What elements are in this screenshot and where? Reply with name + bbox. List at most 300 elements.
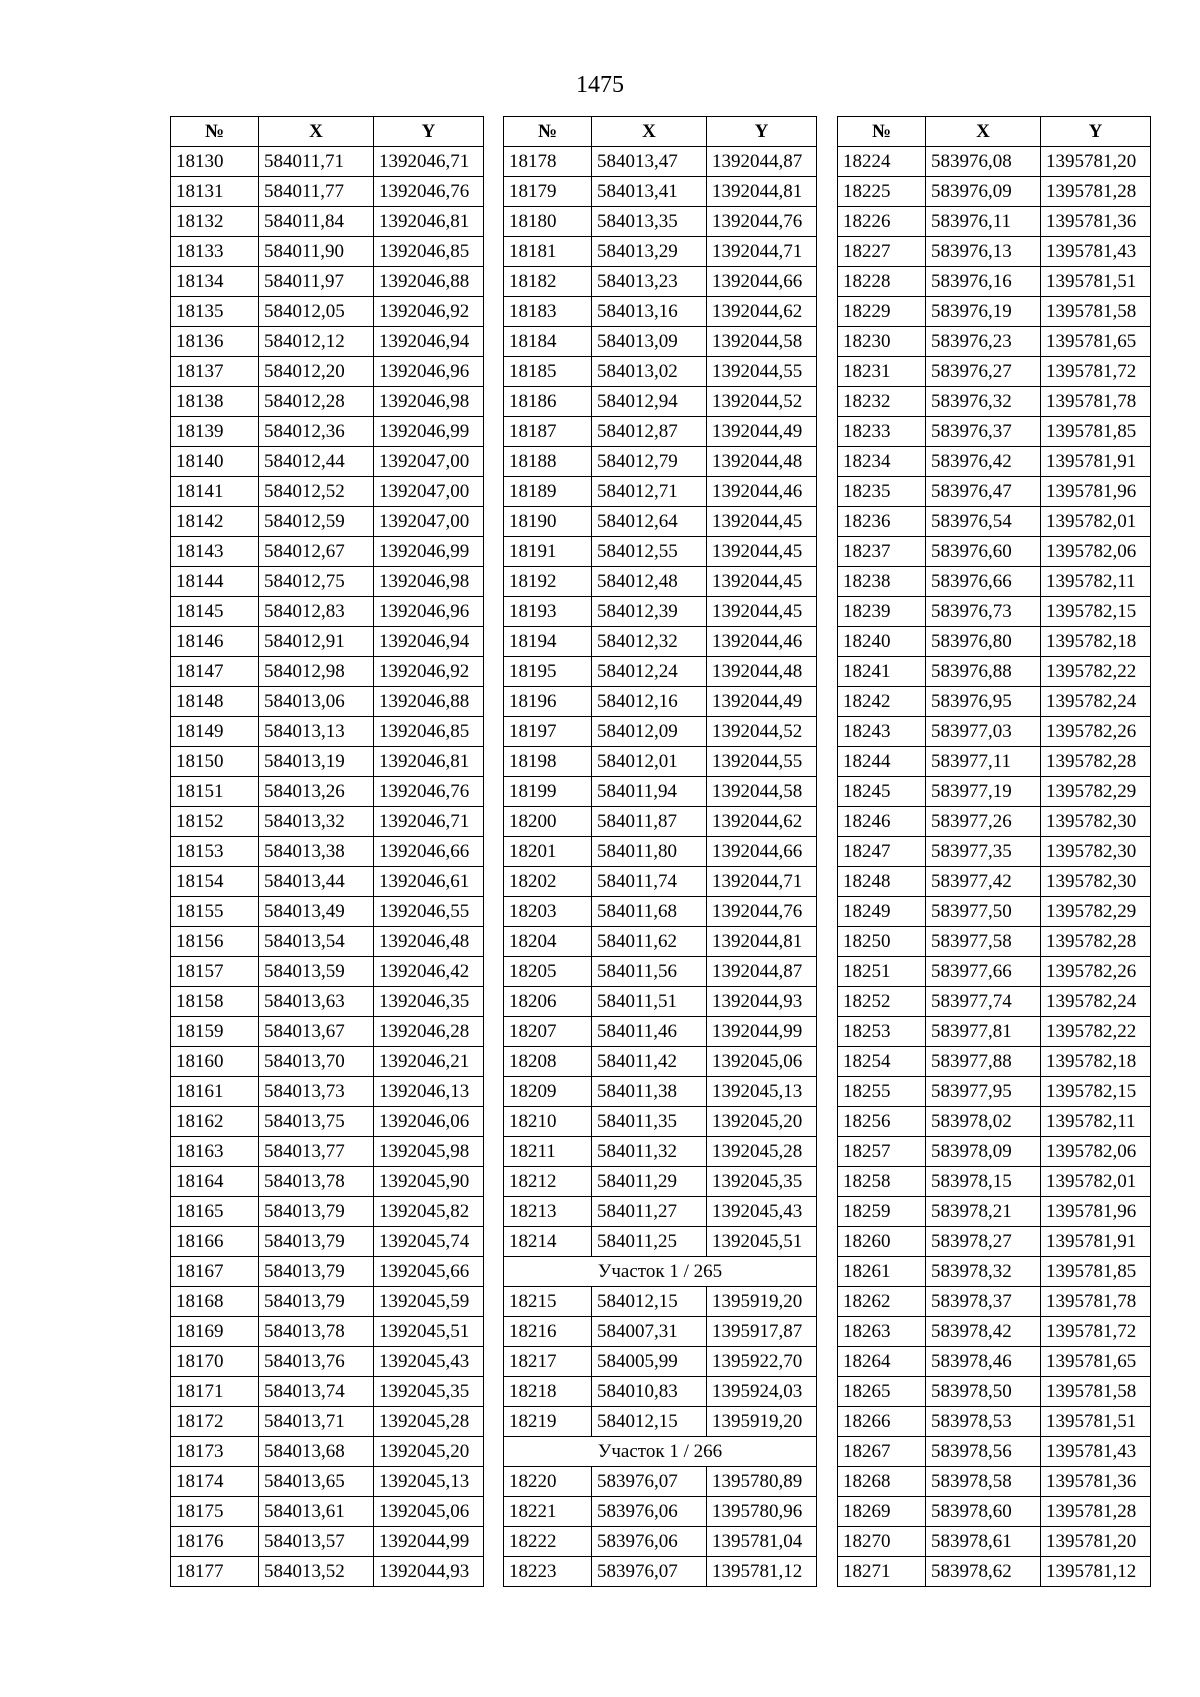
- y-coordinate-cell: 1392044,99: [374, 1527, 484, 1557]
- y-coordinate-cell: 1392045,98: [374, 1137, 484, 1167]
- x-coordinate-cell: 584013,71: [259, 1407, 374, 1437]
- point-number-cell: 18205: [504, 957, 592, 987]
- point-number-cell: 18202: [504, 867, 592, 897]
- y-coordinate-cell: 1392046,06: [374, 1107, 484, 1137]
- x-coordinate-cell: 583976,32: [926, 387, 1041, 417]
- table-row: [504, 507, 817, 537]
- y-coordinate-cell: 1395781,91: [1041, 447, 1151, 477]
- point-number-cell: 18185: [504, 357, 592, 387]
- y-coordinate-cell: 1395781,78: [1041, 387, 1151, 417]
- point-number-cell: 18268: [838, 1467, 926, 1497]
- point-number-cell: 18230: [838, 327, 926, 357]
- table-row: [504, 1527, 817, 1557]
- column-header-x: X: [592, 117, 707, 147]
- point-number-cell: 18222: [504, 1527, 592, 1557]
- y-coordinate-cell: 1392045,90: [374, 1167, 484, 1197]
- x-coordinate-cell: 583976,06: [592, 1497, 707, 1527]
- x-coordinate-cell: 584013,47: [592, 147, 707, 177]
- y-coordinate-cell: 1392044,93: [707, 987, 817, 1017]
- column-header-number: №: [838, 117, 926, 147]
- y-coordinate-cell: 1392044,48: [707, 657, 817, 687]
- point-number-cell: 18250: [838, 927, 926, 957]
- y-coordinate-cell: 1392044,45: [707, 597, 817, 627]
- y-coordinate-cell: 1392046,88: [374, 267, 484, 297]
- x-coordinate-cell: 583978,50: [926, 1377, 1041, 1407]
- x-coordinate-cell: 584013,41: [592, 177, 707, 207]
- y-coordinate-cell: 1395781,43: [1041, 237, 1151, 267]
- table-row: [171, 147, 484, 177]
- table-row: [171, 837, 484, 867]
- y-coordinate-cell: 1392046,99: [374, 537, 484, 567]
- point-number-cell: 18246: [838, 807, 926, 837]
- point-number-cell: 18208: [504, 1047, 592, 1077]
- point-number-cell: 18167: [171, 1257, 259, 1287]
- point-number-cell: 18150: [171, 747, 259, 777]
- point-number-cell: 18219: [504, 1407, 592, 1437]
- point-number-cell: 18217: [504, 1347, 592, 1377]
- column-header-y: Y: [1041, 117, 1151, 147]
- point-number-cell: 18243: [838, 717, 926, 747]
- y-coordinate-cell: 1395781,58: [1041, 1377, 1151, 1407]
- y-coordinate-cell: 1395782,22: [1041, 657, 1151, 687]
- x-coordinate-cell: 583976,07: [592, 1557, 707, 1587]
- table-row: [171, 1167, 484, 1197]
- table-row: [838, 537, 1151, 567]
- table-row: [838, 147, 1151, 177]
- table-row: [504, 237, 817, 267]
- table-row: [838, 1347, 1151, 1377]
- y-coordinate-cell: 1392046,81: [374, 747, 484, 777]
- point-number-cell: 18181: [504, 237, 592, 267]
- x-coordinate-cell: 584005,99: [592, 1347, 707, 1377]
- table-row: [838, 837, 1151, 867]
- point-number-cell: 18249: [838, 897, 926, 927]
- point-number-cell: 18155: [171, 897, 259, 927]
- x-coordinate-cell: 584013,35: [592, 207, 707, 237]
- x-coordinate-cell: 583978,37: [926, 1287, 1041, 1317]
- point-number-cell: 18165: [171, 1197, 259, 1227]
- table-row: [504, 807, 817, 837]
- table-row: [838, 627, 1151, 657]
- table-row: [504, 357, 817, 387]
- table-row: [504, 1407, 817, 1437]
- table-row: [171, 267, 484, 297]
- table-row: [838, 897, 1151, 927]
- x-coordinate-cell: 584012,16: [592, 687, 707, 717]
- x-coordinate-cell: 583976,13: [926, 237, 1041, 267]
- y-coordinate-cell: 1392045,20: [374, 1437, 484, 1467]
- x-coordinate-cell: 584012,75: [259, 567, 374, 597]
- table-row: [838, 867, 1151, 897]
- table-row: [838, 927, 1151, 957]
- x-coordinate-cell: 584013,70: [259, 1047, 374, 1077]
- x-coordinate-cell: 584012,09: [592, 717, 707, 747]
- point-number-cell: 18220: [504, 1467, 592, 1497]
- x-coordinate-cell: 584012,94: [592, 387, 707, 417]
- point-number-cell: 18136: [171, 327, 259, 357]
- point-number-cell: 18228: [838, 267, 926, 297]
- point-number-cell: 18213: [504, 1197, 592, 1227]
- point-number-cell: 18143: [171, 537, 259, 567]
- table-row: [171, 477, 484, 507]
- point-number-cell: 18163: [171, 1137, 259, 1167]
- x-coordinate-cell: 583978,27: [926, 1227, 1041, 1257]
- x-coordinate-cell: 584011,74: [592, 867, 707, 897]
- y-coordinate-cell: 1392046,71: [374, 147, 484, 177]
- y-coordinate-cell: 1392044,48: [707, 447, 817, 477]
- y-coordinate-cell: 1392044,46: [707, 477, 817, 507]
- point-number-cell: 18178: [504, 147, 592, 177]
- table-row: [838, 717, 1151, 747]
- x-coordinate-cell: 583976,80: [926, 627, 1041, 657]
- y-coordinate-cell: 1395782,18: [1041, 1047, 1151, 1077]
- column-header-x: X: [259, 117, 374, 147]
- x-coordinate-cell: 583976,95: [926, 687, 1041, 717]
- table-row: [171, 1197, 484, 1227]
- point-number-cell: 18232: [838, 387, 926, 417]
- table-row: [504, 537, 817, 567]
- x-coordinate-cell: 584013,79: [259, 1197, 374, 1227]
- y-coordinate-cell: 1392046,55: [374, 897, 484, 927]
- table-row: [504, 1167, 817, 1197]
- point-number-cell: 18229: [838, 297, 926, 327]
- y-coordinate-cell: 1395922,70: [707, 1347, 817, 1377]
- x-coordinate-cell: 584013,16: [592, 297, 707, 327]
- x-coordinate-cell: 583976,09: [926, 177, 1041, 207]
- point-number-cell: 18162: [171, 1107, 259, 1137]
- table-row: [504, 1077, 817, 1107]
- column-header-number: №: [171, 117, 259, 147]
- x-coordinate-cell: 584013,78: [259, 1317, 374, 1347]
- y-coordinate-cell: 1392045,35: [707, 1167, 817, 1197]
- table-row: [171, 1137, 484, 1167]
- table-row: [504, 1347, 817, 1377]
- y-coordinate-cell: 1395781,51: [1041, 267, 1151, 297]
- table-row: [171, 1047, 484, 1077]
- y-coordinate-cell: 1392045,35: [374, 1377, 484, 1407]
- table-row: [171, 897, 484, 927]
- y-coordinate-cell: 1395781,12: [707, 1557, 817, 1587]
- table-row: [171, 687, 484, 717]
- y-coordinate-cell: 1395782,29: [1041, 897, 1151, 927]
- table-row: [838, 1467, 1151, 1497]
- point-number-cell: 18188: [504, 447, 592, 477]
- y-coordinate-cell: 1395782,24: [1041, 987, 1151, 1017]
- x-coordinate-cell: 584013,06: [259, 687, 374, 717]
- x-coordinate-cell: 584013,74: [259, 1377, 374, 1407]
- x-coordinate-cell: 584012,64: [592, 507, 707, 537]
- x-coordinate-cell: 584013,57: [259, 1527, 374, 1557]
- point-number-cell: 18261: [838, 1257, 926, 1287]
- y-coordinate-cell: 1392046,13: [374, 1077, 484, 1107]
- point-number-cell: 18206: [504, 987, 592, 1017]
- x-coordinate-cell: 583976,27: [926, 357, 1041, 387]
- table-row: [838, 477, 1151, 507]
- point-number-cell: 18207: [504, 1017, 592, 1047]
- point-number-cell: 18131: [171, 177, 259, 207]
- x-coordinate-cell: 584012,12: [259, 327, 374, 357]
- y-coordinate-cell: 1395781,28: [1041, 1497, 1151, 1527]
- y-coordinate-cell: 1392045,43: [707, 1197, 817, 1227]
- table-row: [504, 927, 817, 957]
- y-coordinate-cell: 1395782,30: [1041, 807, 1151, 837]
- table-row: [504, 1467, 817, 1497]
- y-coordinate-cell: 1392047,00: [374, 477, 484, 507]
- point-number-cell: 18241: [838, 657, 926, 687]
- x-coordinate-cell: 584012,67: [259, 537, 374, 567]
- x-coordinate-cell: 584013,79: [259, 1257, 374, 1287]
- table-row: [171, 1467, 484, 1497]
- table-row: [171, 867, 484, 897]
- point-number-cell: 18227: [838, 237, 926, 267]
- x-coordinate-cell: 583978,58: [926, 1467, 1041, 1497]
- x-coordinate-cell: 584012,24: [592, 657, 707, 687]
- y-coordinate-cell: 1392044,45: [707, 567, 817, 597]
- table-row: [171, 537, 484, 567]
- y-coordinate-cell: 1392045,06: [707, 1047, 817, 1077]
- x-coordinate-cell: 584011,90: [259, 237, 374, 267]
- table-row: [504, 267, 817, 297]
- x-coordinate-cell: 584007,31: [592, 1317, 707, 1347]
- y-coordinate-cell: 1395782,28: [1041, 747, 1151, 777]
- y-coordinate-cell: 1395924,03: [707, 1377, 817, 1407]
- point-number-cell: 18231: [838, 357, 926, 387]
- x-coordinate-cell: 584013,79: [259, 1227, 374, 1257]
- x-coordinate-cell: 583978,62: [926, 1557, 1041, 1587]
- point-number-cell: 18166: [171, 1227, 259, 1257]
- point-number-cell: 18244: [838, 747, 926, 777]
- y-coordinate-cell: 1395781,91: [1041, 1227, 1151, 1257]
- column-header-y: Y: [707, 117, 817, 147]
- y-coordinate-cell: 1395781,72: [1041, 1317, 1151, 1347]
- point-number-cell: 18271: [838, 1557, 926, 1587]
- y-coordinate-cell: 1392044,55: [707, 747, 817, 777]
- point-number-cell: 18242: [838, 687, 926, 717]
- section-label: Участок 1 / 266: [504, 1437, 817, 1467]
- y-coordinate-cell: 1395781,20: [1041, 1527, 1151, 1557]
- y-coordinate-cell: 1392045,43: [374, 1347, 484, 1377]
- y-coordinate-cell: 1392045,66: [374, 1257, 484, 1287]
- point-number-cell: 18156: [171, 927, 259, 957]
- table-row: [504, 987, 817, 1017]
- table-row: [171, 1287, 484, 1317]
- table-row: [838, 987, 1151, 1017]
- table-row: [171, 1347, 484, 1377]
- table-row: [838, 447, 1151, 477]
- y-coordinate-cell: 1395782,15: [1041, 597, 1151, 627]
- x-coordinate-cell: 584013,65: [259, 1467, 374, 1497]
- y-coordinate-cell: 1392044,87: [707, 147, 817, 177]
- table-row: [838, 1017, 1151, 1047]
- x-coordinate-cell: 584013,49: [259, 897, 374, 927]
- point-number-cell: 18270: [838, 1527, 926, 1557]
- y-coordinate-cell: 1392044,62: [707, 807, 817, 837]
- table-row: [838, 1047, 1151, 1077]
- y-coordinate-cell: 1392044,66: [707, 267, 817, 297]
- x-coordinate-cell: 583976,54: [926, 507, 1041, 537]
- table-row: [504, 147, 817, 177]
- point-number-cell: 18224: [838, 147, 926, 177]
- table-row: [171, 417, 484, 447]
- point-number-cell: 18260: [838, 1227, 926, 1257]
- y-coordinate-cell: 1395781,51: [1041, 1407, 1151, 1437]
- y-coordinate-cell: 1392044,87: [707, 957, 817, 987]
- table-row: [171, 1497, 484, 1527]
- table-row: [171, 987, 484, 1017]
- point-number-cell: 18190: [504, 507, 592, 537]
- y-coordinate-cell: 1395917,87: [707, 1317, 817, 1347]
- y-coordinate-cell: 1395782,06: [1041, 537, 1151, 567]
- point-number-cell: 18234: [838, 447, 926, 477]
- point-number-cell: 18177: [171, 1557, 259, 1587]
- y-coordinate-cell: 1395781,28: [1041, 177, 1151, 207]
- x-coordinate-cell: 584011,84: [259, 207, 374, 237]
- table-row: [838, 1317, 1151, 1347]
- y-coordinate-cell: 1392046,96: [374, 357, 484, 387]
- x-coordinate-cell: 584012,79: [592, 447, 707, 477]
- x-coordinate-cell: 584011,56: [592, 957, 707, 987]
- x-coordinate-cell: 583976,11: [926, 207, 1041, 237]
- y-coordinate-cell: 1395781,36: [1041, 207, 1151, 237]
- x-coordinate-cell: 584011,80: [592, 837, 707, 867]
- table-row: [838, 327, 1151, 357]
- table-row: [838, 1137, 1151, 1167]
- point-number-cell: 18237: [838, 537, 926, 567]
- y-coordinate-cell: 1392045,51: [374, 1317, 484, 1347]
- table-row: [504, 687, 817, 717]
- y-coordinate-cell: 1392046,92: [374, 297, 484, 327]
- x-coordinate-cell: 583977,50: [926, 897, 1041, 927]
- y-coordinate-cell: 1395781,12: [1041, 1557, 1151, 1587]
- y-coordinate-cell: 1395781,78: [1041, 1287, 1151, 1317]
- x-coordinate-cell: 583976,60: [926, 537, 1041, 567]
- x-coordinate-cell: 584013,78: [259, 1167, 374, 1197]
- point-number-cell: 18134: [171, 267, 259, 297]
- x-coordinate-cell: 583978,09: [926, 1137, 1041, 1167]
- y-coordinate-cell: 1392045,28: [707, 1137, 817, 1167]
- point-number-cell: 18148: [171, 687, 259, 717]
- x-coordinate-cell: 584013,68: [259, 1437, 374, 1467]
- table-row: [504, 717, 817, 747]
- point-number-cell: 18209: [504, 1077, 592, 1107]
- table-row: [171, 1317, 484, 1347]
- point-number-cell: 18203: [504, 897, 592, 927]
- y-coordinate-cell: 1395782,22: [1041, 1017, 1151, 1047]
- x-coordinate-cell: 583978,60: [926, 1497, 1041, 1527]
- x-coordinate-cell: 584013,32: [259, 807, 374, 837]
- x-coordinate-cell: 584011,97: [259, 267, 374, 297]
- point-number-cell: 18200: [504, 807, 592, 837]
- y-coordinate-cell: 1392046,94: [374, 327, 484, 357]
- x-coordinate-cell: 584012,15: [592, 1287, 707, 1317]
- y-coordinate-cell: 1395782,15: [1041, 1077, 1151, 1107]
- x-coordinate-cell: 584012,59: [259, 507, 374, 537]
- point-number-cell: 18130: [171, 147, 259, 177]
- y-coordinate-cell: 1392044,99: [707, 1017, 817, 1047]
- x-coordinate-cell: 583978,56: [926, 1437, 1041, 1467]
- x-coordinate-cell: 584011,51: [592, 987, 707, 1017]
- table-row: [504, 897, 817, 927]
- point-number-cell: 18266: [838, 1407, 926, 1437]
- point-number-cell: 18139: [171, 417, 259, 447]
- y-coordinate-cell: 1392046,81: [374, 207, 484, 237]
- y-coordinate-cell: 1395919,20: [707, 1287, 817, 1317]
- point-number-cell: 18144: [171, 567, 259, 597]
- x-coordinate-cell: 583978,46: [926, 1347, 1041, 1377]
- point-number-cell: 18210: [504, 1107, 592, 1137]
- x-coordinate-cell: 584011,42: [592, 1047, 707, 1077]
- table-row: [171, 777, 484, 807]
- point-number-cell: 18201: [504, 837, 592, 867]
- table-row: [171, 747, 484, 777]
- point-number-cell: 18264: [838, 1347, 926, 1377]
- table-row: [838, 1287, 1151, 1317]
- x-coordinate-cell: 584013,13: [259, 717, 374, 747]
- table-row: [171, 1377, 484, 1407]
- point-number-cell: 18236: [838, 507, 926, 537]
- x-coordinate-cell: 584013,75: [259, 1107, 374, 1137]
- table-row: [171, 957, 484, 987]
- y-coordinate-cell: 1395781,85: [1041, 417, 1151, 447]
- point-number-cell: 18196: [504, 687, 592, 717]
- y-coordinate-cell: 1392046,21: [374, 1047, 484, 1077]
- point-number-cell: 18258: [838, 1167, 926, 1197]
- y-coordinate-cell: 1392046,94: [374, 627, 484, 657]
- point-number-cell: 18173: [171, 1437, 259, 1467]
- x-coordinate-cell: 584011,27: [592, 1197, 707, 1227]
- table-row: [171, 807, 484, 837]
- y-coordinate-cell: 1395782,11: [1041, 567, 1151, 597]
- table-row: [504, 1317, 817, 1347]
- x-coordinate-cell: 584012,36: [259, 417, 374, 447]
- x-coordinate-cell: 584012,87: [592, 417, 707, 447]
- table-row: [838, 747, 1151, 777]
- x-coordinate-cell: 584012,91: [259, 627, 374, 657]
- y-coordinate-cell: 1392044,76: [707, 207, 817, 237]
- y-coordinate-cell: 1392046,98: [374, 387, 484, 417]
- x-coordinate-cell: 584011,62: [592, 927, 707, 957]
- point-number-cell: 18267: [838, 1437, 926, 1467]
- point-number-cell: 18154: [171, 867, 259, 897]
- y-coordinate-cell: 1392045,82: [374, 1197, 484, 1227]
- y-coordinate-cell: 1392044,49: [707, 417, 817, 447]
- y-coordinate-cell: 1392046,92: [374, 657, 484, 687]
- y-coordinate-cell: 1392044,58: [707, 327, 817, 357]
- point-number-cell: 18141: [171, 477, 259, 507]
- table-row: [838, 1077, 1151, 1107]
- table-row: [838, 1257, 1151, 1287]
- x-coordinate-cell: 584010,83: [592, 1377, 707, 1407]
- x-coordinate-cell: 583977,35: [926, 837, 1041, 867]
- x-coordinate-cell: 584011,68: [592, 897, 707, 927]
- x-coordinate-cell: 584011,32: [592, 1137, 707, 1167]
- x-coordinate-cell: 584013,44: [259, 867, 374, 897]
- x-coordinate-cell: 584013,19: [259, 747, 374, 777]
- table-row: [838, 357, 1151, 387]
- table-row: [838, 687, 1151, 717]
- y-coordinate-cell: 1395781,20: [1041, 147, 1151, 177]
- y-coordinate-cell: 1392045,51: [707, 1227, 817, 1257]
- table-row: [171, 1227, 484, 1257]
- y-coordinate-cell: 1392045,59: [374, 1287, 484, 1317]
- point-number-cell: 18199: [504, 777, 592, 807]
- table-row: [838, 1527, 1151, 1557]
- y-coordinate-cell: 1392045,20: [707, 1107, 817, 1137]
- y-coordinate-cell: 1392045,13: [374, 1467, 484, 1497]
- table-row: [504, 1047, 817, 1077]
- x-coordinate-cell: 584012,48: [592, 567, 707, 597]
- y-coordinate-cell: 1392044,71: [707, 237, 817, 267]
